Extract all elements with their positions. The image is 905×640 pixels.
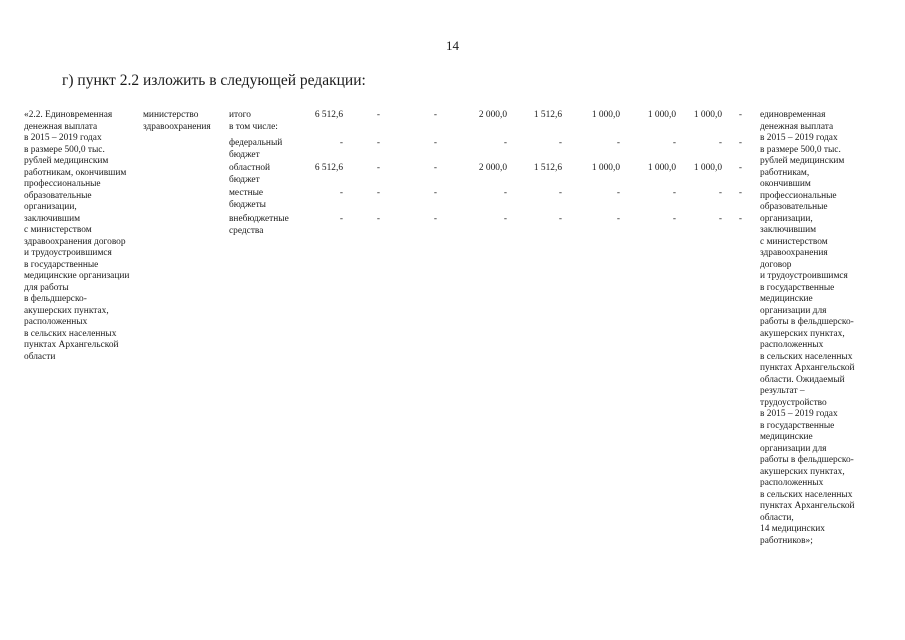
- funding-value-cell: -: [738, 110, 742, 120]
- funding-value-cell: 6 512,6: [314, 163, 343, 173]
- result-line: пунктах Архангельской: [760, 363, 855, 373]
- funding-source-label-line: в том числе:: [229, 122, 278, 132]
- funding-source-label-line: местные: [229, 188, 264, 198]
- funding-value-cell: -: [339, 138, 343, 148]
- description-line: денежная выплата: [24, 121, 98, 132]
- funding-value-cell: -: [433, 214, 437, 224]
- funding-value-cell: -: [558, 138, 562, 148]
- funding-value-cell: -: [376, 110, 380, 120]
- funding-value-cell: -: [503, 188, 507, 198]
- description-line: образовательные: [24, 190, 92, 201]
- result-line: с министерством: [760, 236, 828, 247]
- result-line: договор: [760, 259, 792, 270]
- funding-value-cell: -: [376, 138, 380, 148]
- result-line: пунктах Архангельской: [760, 501, 855, 511]
- description-line: в сельских населенных: [24, 328, 117, 339]
- executor-line: министерство: [143, 110, 199, 120]
- description-line: акушерских пунктах,: [24, 305, 109, 316]
- result-line: здравоохранения: [760, 248, 828, 258]
- result-line: единовременная: [760, 110, 826, 120]
- description-line: и трудоустроившимся: [24, 248, 112, 258]
- result-line: области,: [760, 512, 794, 523]
- result-line: окончившим: [760, 179, 811, 189]
- result-line: рублей медицинским: [760, 156, 845, 166]
- funding-value-cell: -: [718, 214, 722, 224]
- funding-value-cell: 1 512,6: [533, 110, 562, 120]
- result-line: медицинские: [760, 432, 813, 442]
- funding-value-cell: -: [503, 214, 507, 224]
- funding-value-cell: 1 000,0: [693, 110, 722, 120]
- result-line: в государственные: [760, 420, 835, 431]
- funding-value-cell: -: [433, 163, 437, 173]
- funding-source-label-line: бюджет: [229, 149, 260, 160]
- funding-value-cell: -: [376, 163, 380, 173]
- description-line: рублей медицинским: [24, 156, 109, 166]
- funding-value-cell: 1 000,0: [647, 163, 676, 173]
- funding-value-cell: -: [433, 110, 437, 120]
- event-description: [24, 110, 144, 363]
- funding-value-cell: -: [718, 138, 722, 148]
- funding-value-cell: 1 000,0: [647, 110, 676, 120]
- description-line: организации,: [24, 202, 77, 212]
- result-line: в государственные: [760, 282, 835, 293]
- result-line: заключившим: [760, 225, 817, 235]
- result-line: денежная выплата: [760, 121, 834, 132]
- funding-value-cell: -: [503, 138, 507, 148]
- funding-value-cell: -: [433, 138, 437, 148]
- funding-value-cell: -: [738, 214, 742, 224]
- result-line: в 2015 – 2019 годах: [760, 133, 838, 143]
- result-line: образовательные: [760, 202, 828, 212]
- funding-value-cell: -: [376, 188, 380, 198]
- result-line: акушерских пунктах,: [760, 328, 845, 339]
- funding-value-cell: 2 000,0: [478, 163, 507, 173]
- result-line: работы в фельдшерско-: [760, 317, 854, 327]
- result-line: работы в фельдшерско-: [760, 455, 854, 465]
- description-line: «2.2. Единовременная: [24, 110, 113, 120]
- funding-source-label-line: внебюджетные: [229, 214, 289, 224]
- description-line: заключившим: [24, 213, 81, 224]
- executor-line: здравоохранения: [143, 121, 211, 132]
- funding-value-cell: 1 000,0: [591, 110, 620, 120]
- result-line: медицинские: [760, 294, 813, 304]
- funding-value-cell: -: [616, 138, 620, 148]
- funding-source-label-line: итого: [229, 110, 251, 120]
- result-line: результат –: [760, 386, 805, 396]
- funding-value-cell: 1 000,0: [591, 163, 620, 173]
- description-line: пунктах Архангельской: [24, 340, 119, 350]
- page-number: 14: [446, 38, 459, 53]
- result-line: 14 медицинских: [760, 524, 825, 534]
- funding-source-label-line: средства: [229, 225, 264, 236]
- funding-value-cell: -: [672, 138, 676, 148]
- description-line: здравоохранения договор: [24, 236, 126, 247]
- description-line: профессиональные: [24, 179, 101, 189]
- description-line: в размере 500,0 тыс.: [24, 144, 105, 155]
- funding-value-cell: -: [433, 188, 437, 198]
- funding-value-cell: -: [616, 214, 620, 224]
- funding-value-cell: -: [558, 188, 562, 198]
- result-description: [760, 110, 890, 547]
- result-line: и трудоустроившимся: [760, 271, 848, 281]
- result-line: организации для: [760, 305, 827, 316]
- result-line: акушерских пунктах,: [760, 466, 845, 477]
- result-line: расположенных: [760, 478, 824, 488]
- result-line: расположенных: [760, 340, 824, 350]
- funding-value-cell: -: [672, 214, 676, 224]
- result-line: трудоустройство: [760, 397, 827, 408]
- funding-value-cell: -: [738, 163, 742, 173]
- result-line: области. Ожидаемый: [760, 374, 845, 385]
- funding-source-label: [229, 122, 309, 134]
- description-line: в 2015 – 2019 годах: [24, 133, 102, 143]
- description-line: работникам, окончившим: [24, 167, 127, 178]
- description-line: в фельдшерско-: [24, 294, 87, 304]
- funding-value-cell: 1 512,6: [533, 163, 562, 173]
- funding-source-label-line: бюджеты: [229, 199, 266, 210]
- result-line: работников»;: [760, 535, 813, 546]
- funding-value-cell: 1 000,0: [693, 163, 722, 173]
- result-line: организации для: [760, 443, 827, 454]
- result-line: работникам,: [760, 167, 810, 178]
- amendment-heading: г) пункт 2.2 изложить в следующей редакции:: [62, 72, 366, 89]
- result-line: профессиональные: [760, 190, 837, 201]
- result-line: в сельских населенных: [760, 489, 853, 500]
- description-line: медицинские организации: [24, 271, 130, 281]
- funding-source-label-line: бюджет: [229, 174, 260, 185]
- funding-value-cell: -: [616, 188, 620, 198]
- description-line: в государственные: [24, 259, 99, 270]
- funding-source-label-line: областной: [229, 163, 271, 173]
- result-line: в размере 500,0 тыс.: [760, 144, 841, 155]
- funding-value-cell: -: [672, 188, 676, 198]
- description-line: с министерством: [24, 225, 92, 235]
- result-line: в 2015 – 2019 годах: [760, 409, 838, 419]
- description-line: расположенных: [24, 317, 88, 327]
- result-line: организации,: [760, 213, 813, 224]
- funding-value-cell: 2 000,0: [478, 110, 507, 120]
- executor: [143, 110, 233, 133]
- description-line: для работы: [24, 282, 69, 293]
- funding-value-cell: -: [339, 214, 343, 224]
- funding-value-cell: -: [738, 188, 742, 198]
- description-line: области: [24, 351, 56, 362]
- funding-value-cell: 6 512,6: [314, 110, 343, 120]
- result-line: в сельских населенных: [760, 351, 853, 362]
- funding-value-cell: -: [376, 214, 380, 224]
- funding-source-label-line: федеральный: [229, 138, 283, 148]
- funding-value-cell: -: [718, 188, 722, 198]
- funding-value-cell: -: [558, 214, 562, 224]
- funding-value-cell: -: [339, 188, 343, 198]
- funding-value-cell: -: [738, 138, 742, 148]
